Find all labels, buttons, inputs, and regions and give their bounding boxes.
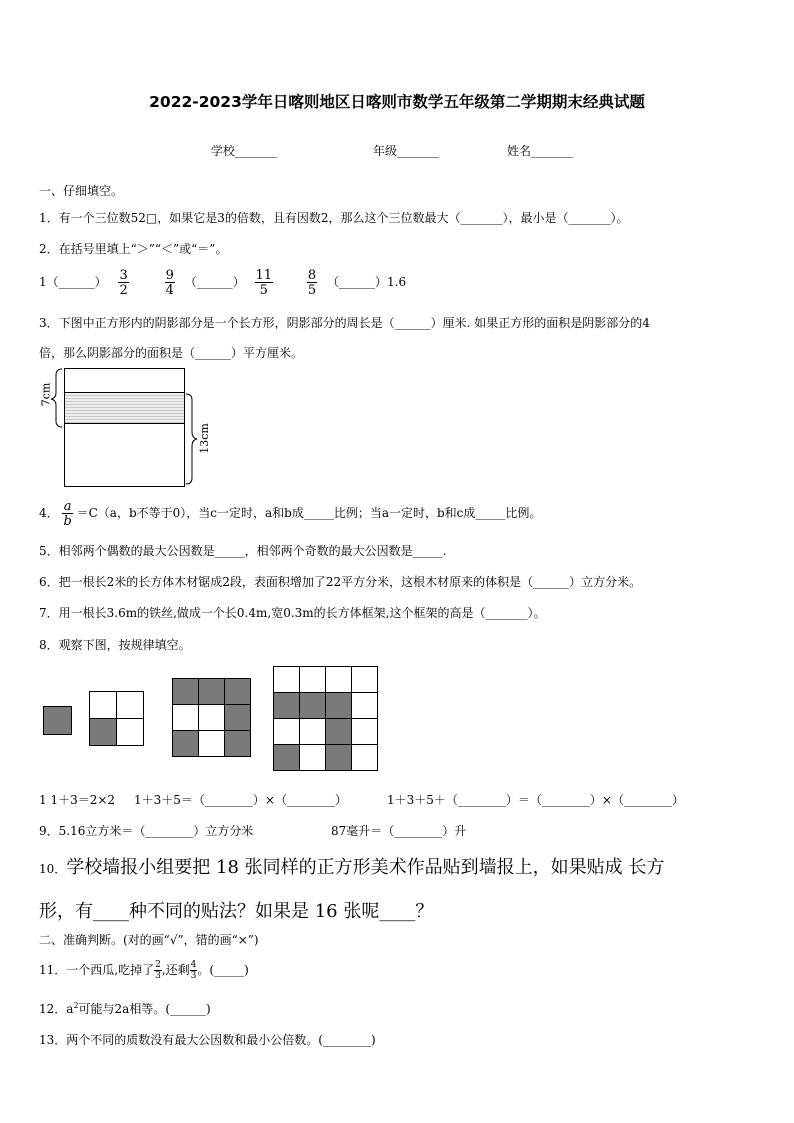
fraction-2-3: $\frac{2}{3}$: [155, 959, 161, 981]
pattern-3-cell: [198, 704, 225, 731]
pattern-3-cell: [198, 730, 225, 757]
question-3-line2: 倍，那么阴影部分的面积是（______）平方厘米。: [39, 346, 304, 360]
square-outline: [64, 368, 185, 487]
question-7: 7．用一根长3.6m的铁丝,做成一个长0.4m,宽0.3m的长方体框架,这个框架的高是（_______）。: [39, 606, 546, 620]
pattern-3-cell: [224, 678, 251, 705]
fraction-9-4: $\frac{9}{4}$: [165, 267, 174, 298]
pattern-4-cell: [325, 718, 352, 745]
pattern-4-cell: [273, 666, 300, 693]
pattern-4-cell: [325, 744, 352, 771]
question-5: 5．相邻两个偶数的最大公因数是_____，相邻两个奇数的最大公因数是_____.: [39, 544, 447, 558]
pattern-4-cell: [351, 744, 378, 771]
q2-blank-a[interactable]: 1（______）: [39, 275, 107, 289]
pattern-4-cell: [351, 718, 378, 745]
label-7cm: 7cm: [39, 382, 53, 407]
fraction-4-3: $\frac{4}{3}$: [190, 959, 197, 981]
label-13cm: 13cm: [197, 423, 211, 454]
pattern-2-cell: [116, 691, 144, 719]
pattern-4-cell: [325, 692, 352, 719]
pattern-1-cell: [43, 706, 72, 735]
pattern-4-cell: [273, 692, 300, 719]
question-12: 12．$a^2$可能与2a相等。(______): [39, 1001, 211, 1016]
pattern-3-cell: [172, 678, 199, 705]
name-field[interactable]: 姓名_______: [507, 144, 574, 158]
q8-answer-b[interactable]: 1＋3＋5＝（________）×（________）: [134, 793, 347, 807]
question-6: 6．把一根长2米的长方体木材锯成2段，表面积增加了22平方分米，这根木材原来的体积是（______）立方分米。: [39, 575, 642, 589]
question-13: 13．两个不同的质数没有最大公因数和最小公倍数。(________): [39, 1033, 376, 1047]
question-3-line1: 3．下图中正方形内的阴影部分是一个长方形，阴影部分的周长是（______）厘米. 如果正方形的面积是阴影部分的4: [39, 316, 650, 330]
page-title: 2022-2023学年日喀则地区日喀则市数学五年级第二学期期末经典试题: [149, 93, 645, 111]
question-1: 1．有一个三位数52□，如果它是3的倍数，且有因数2，那么这个三位数最大（_______），最小是（_______）。: [39, 211, 629, 225]
pattern-3-cell: [172, 730, 199, 757]
grade-field[interactable]: 年级_______: [373, 144, 440, 158]
pattern-4-cell: [299, 744, 326, 771]
fraction-8-5: $\frac{8}{5}$: [307, 267, 317, 298]
q2-blank-c[interactable]: （______）1.6: [327, 275, 407, 289]
pattern-3-cell: [172, 704, 199, 731]
question-10-line1: 10．学校墙报小组要把 18 张同样的正方形美术作品贴到墙报上，如果贴成 长方: [39, 857, 665, 878]
fraction-11-5: $\frac{11}{5}$: [255, 267, 273, 298]
school-field[interactable]: 学校_______: [211, 144, 278, 158]
question-2: 2．在括号里填上“＞”“＜”或“＝”。: [39, 242, 228, 256]
section-1-heading: 一、仔细填空。: [39, 184, 124, 198]
pattern-3-cell: [198, 678, 225, 705]
pattern-4-cell: [299, 666, 326, 693]
q8-answer-c[interactable]: 1＋3＋5＋（________）＝（________）×（________）: [387, 793, 684, 807]
pattern-4-cell: [273, 744, 300, 771]
pattern-3-cell: [224, 704, 251, 731]
shaded-rectangle: [64, 392, 185, 424]
pattern-2-cell: [89, 718, 117, 746]
pattern-4-cell: [351, 692, 378, 719]
question-9b: 87毫升＝（________）升: [331, 824, 467, 838]
q2-blank-b[interactable]: （______）: [184, 275, 245, 289]
fraction-3-2: $\frac{3}{2}$: [119, 267, 128, 298]
section-2-heading: 二、准确判断。(对的画“√”，错的画“×”): [39, 933, 259, 947]
pattern-2-cell: [116, 718, 144, 746]
q8-answer-a: 1 1＋3＝2×2: [39, 793, 116, 807]
pattern-4-cell: [325, 666, 352, 693]
question-9a: 9．5.16立方米＝（________）立方分米: [39, 824, 254, 838]
fraction-a-b: $\frac{a}{b}$: [63, 498, 72, 529]
pattern-4-cell: [273, 718, 300, 745]
pattern-4-cell: [299, 692, 326, 719]
question-10-line2: 形，有____种不同的贴法？如果是 16 张呢____？: [39, 901, 434, 922]
pattern-4-cell: [351, 666, 378, 693]
question-8: 8．观察下图，按规律填空。: [39, 638, 191, 652]
question-11: 11．一个西瓜,吃掉了 $\frac{2}{3}$ ,还剩 $\frac{4}{3}$ 。(_____): [39, 959, 249, 981]
pattern-2-cell: [89, 691, 117, 719]
pattern-4-cell: [299, 718, 326, 745]
question-2-row: [39, 266, 406, 298]
pattern-3-cell: [224, 730, 251, 757]
question-4: 4． $\frac{a}{b}$ ＝C（a，b不等于0），当c一定时，a和b成_____比例；当a一定时，b和c成_____比例。: [39, 498, 542, 529]
